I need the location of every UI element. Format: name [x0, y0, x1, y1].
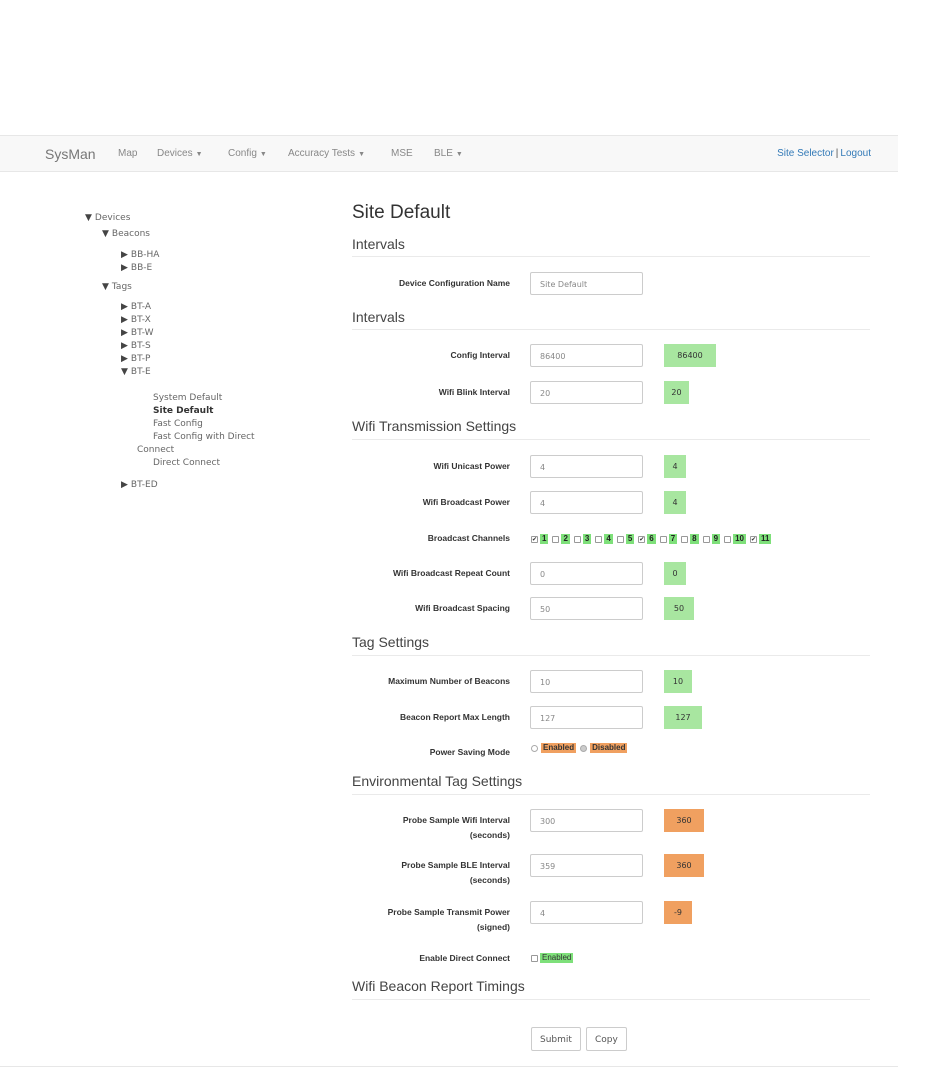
tree-bt-x[interactable] — [121, 314, 151, 326]
section-intervals-heading: Intervals — [352, 309, 405, 325]
copy-button[interactable]: Copy — [586, 1027, 627, 1051]
triangle-right-icon: ▶ — [121, 315, 128, 325]
tree-label: Tags — [111, 282, 132, 292]
wifi-broadcast-power-label: Wifi Broadcast Power — [422, 497, 510, 507]
channel-1-checkbox[interactable]: ✔ — [531, 536, 538, 543]
caret-down-icon: ▼ — [259, 151, 267, 158]
wifi-broadcast-spacing-label: Wifi Broadcast Spacing — [415, 603, 510, 613]
tree-label: BT-ED — [130, 480, 158, 490]
nav-config-dropdown[interactable] — [228, 148, 267, 159]
probe-tx-power-input[interactable]: 4 — [530, 901, 643, 924]
label-line: (seconds) — [469, 830, 510, 840]
section-divider — [352, 256, 870, 257]
wifi-broadcast-spacing-badge: 50 — [664, 597, 694, 620]
probe-wifi-interval-badge: 360 — [664, 809, 704, 832]
nav-map-label: Map — [118, 148, 138, 159]
probe-ble-interval-input[interactable]: 359 — [530, 854, 643, 877]
nav-mse-label: MSE — [391, 148, 413, 159]
tree-bt-e[interactable] — [121, 366, 151, 378]
tree-devices[interactable] — [85, 212, 130, 224]
channel-4-label: 4 — [606, 534, 611, 543]
channel-9-label: 9 — [713, 534, 719, 543]
tree-label: BT-W — [130, 328, 154, 338]
nav-ble-label: BLE — [434, 148, 453, 159]
tree-label: BT-S — [130, 341, 151, 351]
config-interval-input[interactable]: 86400 — [530, 344, 643, 367]
triangle-right-icon: ▶ — [121, 354, 128, 364]
tree-bt-p[interactable] — [121, 353, 150, 365]
probe-ble-interval-badge: 360 — [664, 854, 704, 877]
tree-fast-config[interactable] — [153, 418, 203, 430]
section-wifi-tx-heading: Wifi Transmission Settings — [352, 418, 517, 434]
channel-5-checkbox[interactable] — [617, 536, 624, 543]
triangle-right-icon: ▶ — [121, 480, 128, 490]
config-interval-label: Config Interval — [450, 350, 510, 360]
channel-9-checkbox[interactable] — [703, 536, 710, 543]
triangle-down-icon: ▼ — [102, 229, 109, 239]
probe-wifi-interval-input[interactable]: 300 — [530, 809, 643, 832]
top-navbar — [0, 135, 898, 172]
tree-tags[interactable] — [102, 281, 132, 293]
tree-label: BB-HA — [130, 250, 160, 260]
triangle-right-icon: ▶ — [121, 328, 128, 338]
device-config-name-input[interactable]: Site Default — [530, 272, 643, 295]
nav-config-label: Config — [228, 148, 257, 159]
nav-mse[interactable] — [391, 148, 413, 159]
section-tag-settings-heading: Tag Settings — [352, 634, 430, 650]
channel-7-label: 7 — [670, 534, 676, 543]
power-saving-label: Power Saving Mode — [429, 747, 510, 757]
tree-system-default[interactable] — [153, 392, 222, 404]
triangle-down-icon: ▼ — [121, 367, 128, 377]
power-saving-disabled-radio[interactable] — [580, 745, 587, 752]
broadcast-channels-label: Broadcast Channels — [427, 533, 510, 543]
tree-label: Direct Connect — [153, 458, 221, 468]
direct-connect-option-label: Enabled — [542, 953, 572, 962]
max-beacons-label: Maximum Number of Beacons — [388, 676, 510, 686]
wifi-unicast-power-label: Wifi Unicast Power — [433, 461, 510, 471]
brand-link[interactable]: SysMan — [45, 146, 96, 162]
wifi-broadcast-power-input[interactable]: 4 — [530, 491, 643, 514]
nav-right-links — [777, 148, 871, 159]
tree-label: BB-E — [130, 263, 153, 273]
tree-bt-a[interactable] — [121, 301, 151, 313]
tree-label: Beacons — [111, 229, 150, 239]
nav-devices-dropdown[interactable] — [157, 148, 203, 159]
wifi-unicast-power-input[interactable]: 4 — [530, 455, 643, 478]
section-divider — [352, 655, 870, 656]
max-beacons-badge: 10 — [664, 670, 692, 693]
section-intervals-heading: Intervals — [352, 236, 405, 252]
channel-6-label: 6 — [649, 534, 654, 543]
max-beacons-input[interactable]: 10 — [530, 670, 643, 693]
wifi-broadcast-repeat-label: Wifi Broadcast Repeat Count — [392, 568, 510, 578]
footer-divider — [0, 1066, 898, 1067]
wifi-broadcast-power-badge: 4 — [664, 491, 686, 514]
channel-4-checkbox[interactable] — [595, 536, 602, 543]
beacon-report-max-label: Beacon Report Max Length — [399, 712, 510, 722]
submit-button[interactable]: Submit — [531, 1027, 581, 1051]
beacon-report-max-input[interactable]: 127 — [530, 706, 643, 729]
tree-direct-connect[interactable] — [153, 457, 220, 469]
channel-8-label: 8 — [692, 534, 697, 543]
tree-beacons[interactable] — [102, 228, 150, 240]
power-saving-group — [531, 743, 631, 753]
label-line: Probe Sample BLE Interval — [401, 860, 510, 870]
site-selector-link[interactable]: Site Selector — [777, 148, 834, 159]
section-divider — [352, 329, 870, 330]
device-config-name-label: Device Configuration Name — [399, 278, 510, 288]
wifi-broadcast-repeat-badge: 0 — [664, 562, 686, 585]
tree-label: BT-X — [130, 315, 151, 325]
tree-fast-config-direct[interactable] — [153, 431, 255, 443]
channel-2-label: 2 — [563, 534, 568, 543]
triangle-down-icon: ▼ — [85, 213, 92, 223]
page-title: Site Default — [352, 202, 451, 223]
channel-3-label: 3 — [584, 534, 590, 543]
tree-label: Fast Config with Direct — [153, 432, 255, 442]
probe-tx-power-badge: -9 — [664, 901, 692, 924]
channel-6-checkbox[interactable]: ✔ — [639, 536, 645, 543]
nav-devices-label: Devices — [157, 148, 193, 159]
tree-label: Connect — [137, 445, 175, 455]
triangle-down-icon: ▼ — [102, 282, 109, 292]
nav-map[interactable] — [118, 148, 137, 159]
tree-label: BT-E — [130, 367, 151, 377]
wifi-broadcast-repeat-input[interactable]: 0 — [530, 562, 643, 585]
tree-bt-ed[interactable] — [121, 479, 158, 491]
triangle-right-icon: ▶ — [121, 341, 128, 351]
label-line: (signed) — [476, 922, 510, 932]
tree-label: Devices — [94, 213, 131, 223]
probe-wifi-interval-label — [403, 813, 510, 843]
section-beacon-timings-heading: Wifi Beacon Report Timings — [352, 978, 525, 994]
tree-bt-s[interactable] — [121, 340, 151, 352]
logout-link[interactable]: Logout — [840, 148, 871, 159]
channel-2-checkbox[interactable] — [552, 536, 559, 543]
channel-1-label: 1 — [542, 534, 547, 543]
direct-connect-checkbox[interactable] — [531, 955, 538, 962]
wifi-blink-interval-input[interactable]: 20 — [530, 381, 643, 404]
tree-bt-w[interactable] — [121, 327, 154, 339]
wifi-blink-interval-label: Wifi Blink Interval — [438, 387, 510, 397]
tree-label: BT-P — [130, 354, 151, 364]
direct-connect-group — [531, 953, 573, 963]
tree-label: BT-A — [130, 302, 151, 312]
section-divider — [352, 794, 870, 795]
tree-site-default[interactable] — [153, 405, 213, 417]
channel-11-checkbox[interactable]: ✔ — [750, 536, 756, 543]
channel-7-checkbox[interactable] — [660, 536, 667, 543]
section-divider — [352, 439, 870, 440]
caret-down-icon: ▼ — [195, 151, 203, 158]
tree-label: Site Default — [153, 406, 214, 416]
power-saving-enabled-radio[interactable] — [531, 745, 538, 752]
label-line: Probe Sample Wifi Interval — [402, 815, 510, 825]
tree-bb-ha[interactable] — [121, 249, 159, 261]
section-environmental-heading: Environmental Tag Settings — [352, 773, 523, 789]
label-line: (seconds) — [469, 875, 510, 885]
triangle-right-icon: ▶ — [121, 263, 128, 273]
triangle-right-icon: ▶ — [121, 302, 128, 312]
wifi-unicast-power-badge: 4 — [664, 455, 686, 478]
direct-connect-label: Enable Direct Connect — [419, 953, 510, 963]
section-divider — [352, 999, 870, 1000]
nav-separator: | — [835, 148, 839, 159]
probe-tx-power-label — [388, 905, 510, 935]
caret-down-icon: ▼ — [358, 151, 365, 158]
tree-label: Fast Config — [153, 419, 203, 429]
label-line: Probe Sample Transmit Power — [387, 907, 510, 917]
wifi-blink-interval-badge: 20 — [664, 381, 689, 404]
tree-connect — [137, 444, 174, 456]
channel-3-checkbox[interactable] — [574, 536, 581, 543]
channel-10-checkbox[interactable] — [724, 536, 731, 543]
triangle-right-icon: ▶ — [121, 250, 128, 260]
probe-ble-interval-label — [401, 858, 510, 888]
caret-down-icon: ▼ — [455, 151, 463, 158]
tree-label: System Default — [153, 393, 223, 403]
beacon-report-max-badge: 127 — [664, 706, 702, 729]
wifi-broadcast-spacing-input[interactable]: 50 — [530, 597, 643, 620]
tree-bb-e[interactable] — [121, 262, 152, 274]
channel-10-label: 10 — [735, 534, 744, 543]
power-saving-disabled-label: Disabled — [592, 743, 626, 752]
channel-5-label: 5 — [627, 534, 633, 543]
nav-accuracy-tests-dropdown[interactable] — [288, 148, 365, 159]
nav-ble-dropdown[interactable] — [434, 148, 463, 159]
config-interval-badge: 86400 — [664, 344, 716, 367]
broadcast-channels-group — [531, 534, 775, 544]
channel-8-checkbox[interactable] — [681, 536, 688, 543]
nav-accuracy-tests-label: Accuracy Tests — [288, 148, 356, 159]
channel-11-label: 11 — [760, 534, 770, 543]
power-saving-enabled-label: Enabled — [543, 743, 575, 752]
